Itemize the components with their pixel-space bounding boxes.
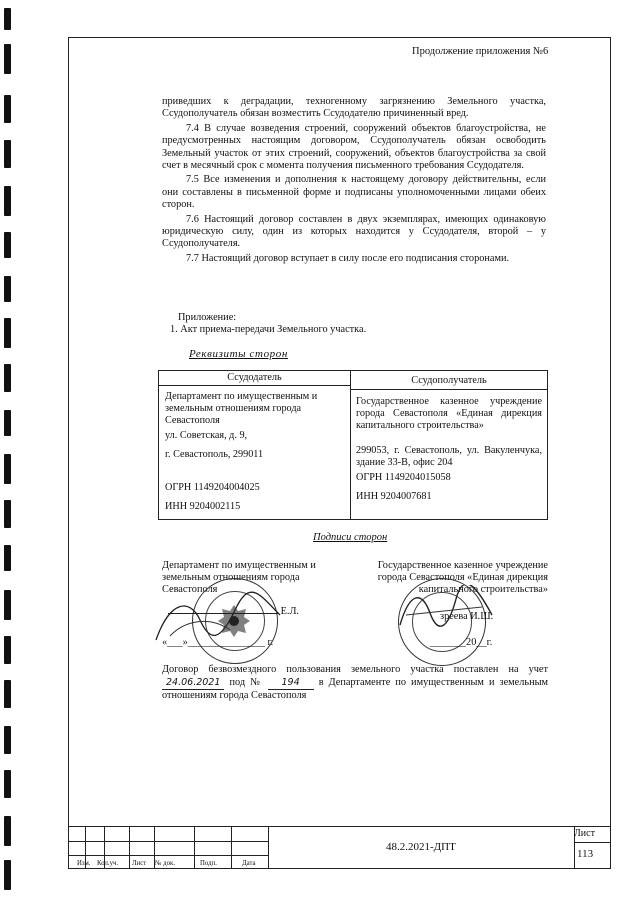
- sheet-number: 113: [577, 848, 594, 860]
- lender-name: Департамент по имущественным и земельным отношениям города Севастополя: [165, 391, 318, 426]
- binding-mark: [4, 636, 11, 664]
- paragraph-7-7: 7.7 Настоящий договор вступает в силу после его подписания сторонами.: [186, 252, 510, 264]
- borrower-ogrn: ОГРН 1149204015058: [356, 472, 451, 483]
- binding-mark: [4, 545, 11, 571]
- label-sheet: Лист: [132, 860, 147, 867]
- binding-mark: [4, 8, 11, 30]
- paragraph-7-4: 7.4 В случае возведения строений, сооружений объектов благоустройства, не предусмотренных настоящим договором, Ссудополучатель обязан освободить Земельный участок от этих строений, сооружений, объектов благоустройства за свой счет в месячный срок с момента получения письменного требования Ссудодателя.: [162, 122, 546, 172]
- paragraph-7-5: 7.5 Все изменения и дополнения к настоящему договору действительны, если они составлены в письменной форме и подписаны уполномоченными лицами обеих сторон.: [162, 174, 546, 211]
- lender-heading: Ссудодатель: [159, 371, 350, 386]
- lender-sign-date: «___»_______________ г.: [162, 637, 274, 648]
- title-block: [68, 826, 611, 869]
- binding-mark: [4, 726, 11, 754]
- binding-mark: [4, 680, 11, 708]
- lender-signer-name: Е.Л.: [280, 606, 299, 617]
- requisites-table: [158, 370, 548, 520]
- lender-signer: [168, 606, 299, 617]
- binding-mark: [4, 95, 11, 123]
- binding-mark: [4, 410, 11, 436]
- registration-text-c: в Департаменте по имущественным и земельным отношениям города Севастополя: [162, 676, 549, 701]
- registration-date: 24.06.2021: [162, 677, 224, 691]
- borrower-column: [351, 371, 547, 519]
- requisites-title: Реквизиты сторон: [189, 348, 288, 360]
- binding-mark: [4, 500, 11, 528]
- appendix-title: Приложение:: [178, 312, 237, 323]
- binding-mark: [4, 590, 11, 620]
- sheet-label: Лист: [574, 828, 595, 839]
- borrower-sign-date: _______20__г.: [430, 637, 493, 648]
- borrower-signature-org: Государственное казенное учреждение города Севастополя «Единая дирекция капитального строительства»: [377, 560, 548, 595]
- binding-mark: [4, 232, 11, 258]
- label-change: Изм.: [77, 860, 91, 867]
- document-code: 48.2.2021-ДПТ: [386, 841, 456, 853]
- binding-mark: [4, 860, 11, 890]
- lender-inn: ИНН 9204002115: [165, 501, 241, 512]
- registration-number: 194: [268, 677, 314, 691]
- binding-marks: [0, 0, 14, 905]
- borrower-heading: Ссудополучатель: [351, 371, 547, 390]
- lender-city: г. Севастополь, 299011: [165, 449, 264, 460]
- borrower-signature-scribble: [392, 585, 502, 635]
- contract-body: [162, 96, 546, 265]
- registration-text-b: под №: [229, 676, 263, 688]
- borrower-address: 299053, г. Севастополь, ул. Вакуленчука, здание 33-В, офис 204: [356, 445, 542, 468]
- registration-text-a: Договор безвозмездного пользования земельного участка поставлен на учет: [162, 664, 548, 675]
- label-count: Кол.уч.: [97, 860, 119, 867]
- signatures-title: Подписи сторон: [313, 532, 388, 543]
- binding-mark: [4, 140, 11, 168]
- binding-mark: [4, 816, 11, 846]
- binding-mark: [4, 454, 11, 484]
- borrower-signer-name: зреева И.Ш.: [440, 611, 494, 622]
- binding-mark: [4, 186, 11, 216]
- registration-note: [162, 664, 548, 703]
- appendix-continuation-note: Продолжение приложения №6: [412, 46, 549, 57]
- lender-street: ул. Советская, д. 9,: [165, 430, 248, 441]
- paragraph: приведших к деградации, техногенному загрязнению Земельного участка, Ссудополучатель обязан возместить Ссудодателю причиненный вред.: [162, 96, 546, 120]
- appendix-item: 1. Акт приема-передачи Земельного участка.: [170, 324, 367, 336]
- binding-mark: [4, 276, 11, 302]
- lender-column: [159, 371, 351, 519]
- paragraph-7-6: 7.6 Настоящий договор составлен в двух экземплярах, имеющих одинаковую юридическую силу, один из которых находится у Ссудодателя, второй – у Ссудополучателя.: [162, 213, 546, 250]
- label-date: Дата: [242, 860, 256, 867]
- lender-ogrn: ОГРН 1149204004025: [165, 482, 260, 493]
- label-signature: Подп.: [200, 860, 217, 867]
- borrower-name: Государственное казенное учреждение города Севастополя «Единая дирекция капитального строительства»: [356, 396, 542, 431]
- binding-mark: [4, 318, 11, 348]
- borrower-inn: ИНН 9204007681: [356, 491, 432, 502]
- lender-signature-org: Департамент по имущественным и земельным отношениям города Севастополя: [162, 560, 316, 595]
- binding-mark: [4, 364, 11, 392]
- binding-mark: [4, 770, 11, 798]
- binding-mark: [4, 44, 11, 74]
- appendix-section: [162, 312, 546, 337]
- label-doc-number: № док.: [155, 860, 176, 867]
